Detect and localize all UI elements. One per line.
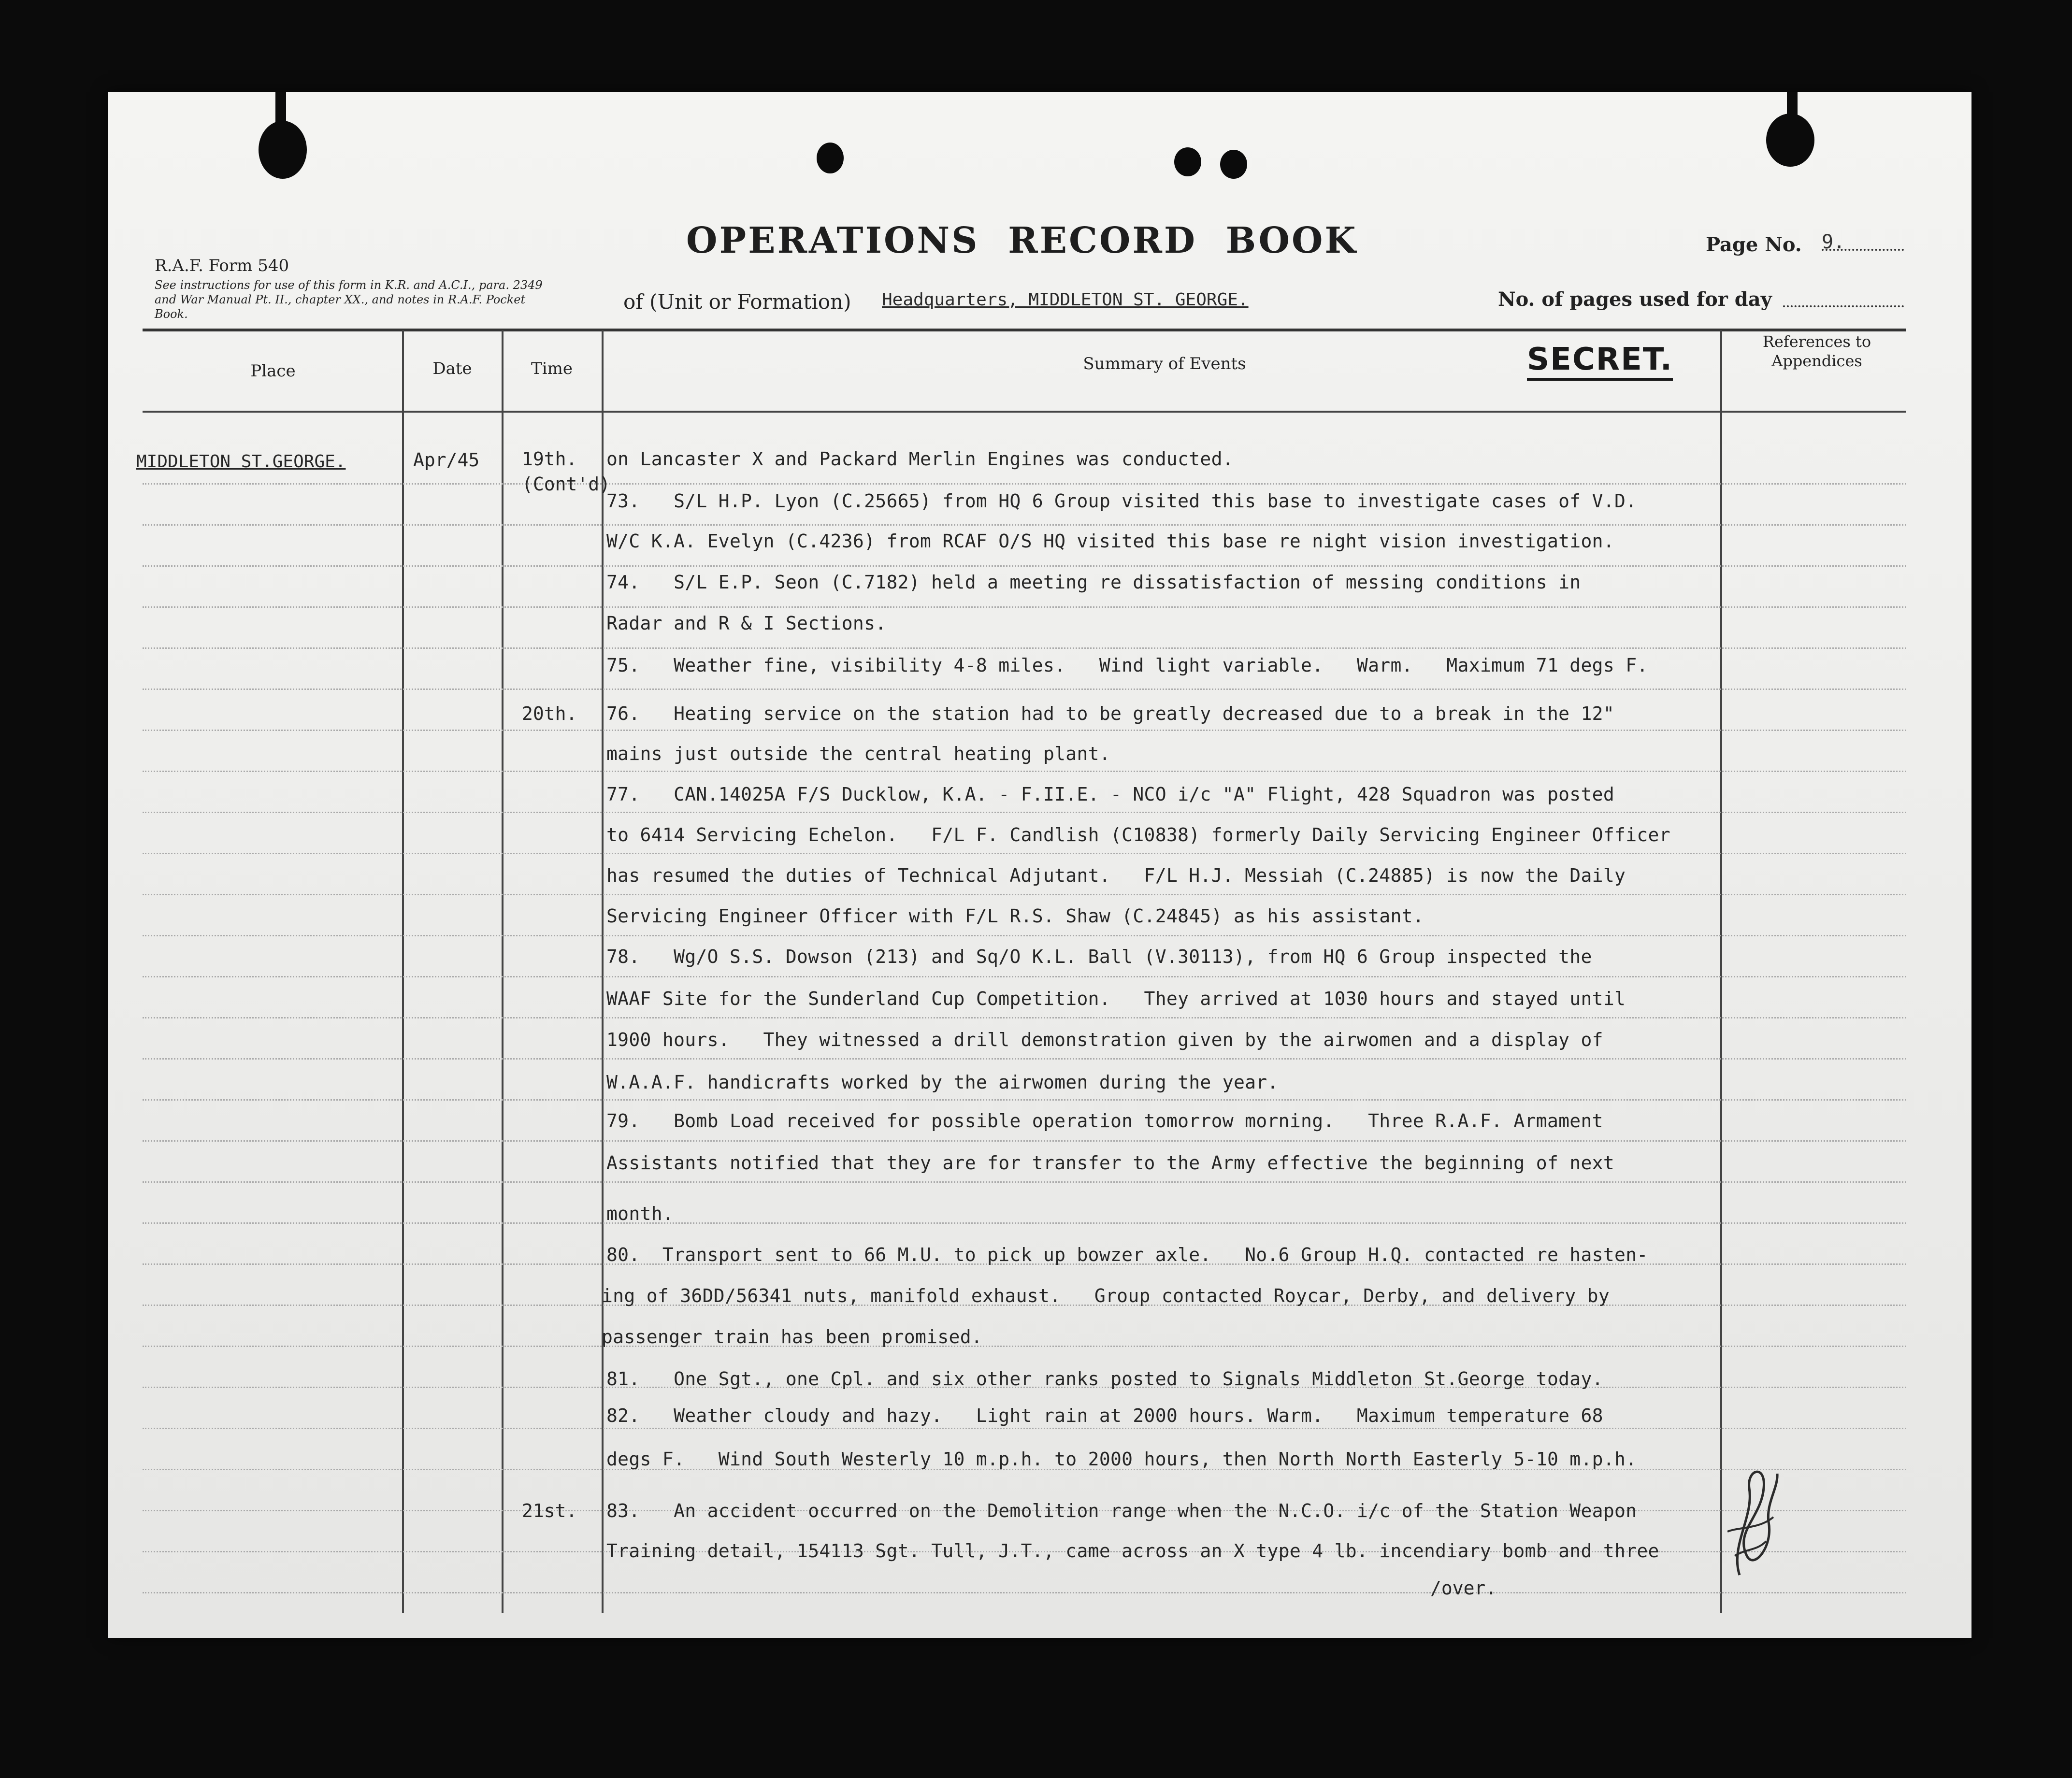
ruled-line [143,1017,1906,1018]
summary-line: 75. Weather fine, visibility 4-8 miles. Wind light variable. Warm. Maximum 71 degs F. [606,655,1648,676]
ruled-line [143,935,1906,936]
summary-line: 80. Transport sent to 66 M.U. to pick up bowzer axle. No.6 Group H.Q. contacted re hasten- [606,1244,1648,1265]
column-header-time: Time [531,359,573,378]
page-number-value: 9. [1822,231,1845,253]
summary-line: W.A.A.F. handicrafts worked by the airwomen during the year. [606,1072,1279,1093]
form-number: R.A.F. Form 540 [155,256,289,275]
ruled-line [143,1140,1906,1142]
ruled-line [143,483,1906,485]
ruled-line [143,1222,1906,1224]
column-header-date: Date [432,359,472,378]
summary-line: has resumed the duties of Technical Adjutant. F/L H.J. Messiah (C.24885) is now the Daily [606,865,1626,886]
summary-line: Servicing Engineer Officer with F/L R.S. Shaw (C.24845) as his assistant. [606,905,1424,927]
ruled-line [143,565,1906,567]
summary-line: 76. Heating service on the station had to be greatly decreased due to a break in the 12" [606,703,1615,724]
ruled-line [143,1428,1906,1429]
page-number-label: Page No. [1706,233,1802,256]
summary-line: degs F. Wind South Westerly 10 m.p.h. to 2000 hours, then North North Easterly 5-10 m.p.h. [606,1448,1637,1470]
punch-hole-1 [817,143,844,173]
pages-used-field [1783,305,1904,307]
divider-place-date [402,330,404,1613]
summary-line: Assistants notified that they are for transfer to the Army effective the beginning of next [606,1152,1615,1174]
summary-line: Training detail, 154113 Sgt. Tull, J.T., came across an X type 4 lb. incendiary bomb and three [606,1540,1659,1562]
punch-hole-3 [1220,150,1247,179]
ruled-line [143,647,1906,649]
ruled-line [143,894,1906,895]
place-entry: MIDDLETON ST.GEORGE. [136,452,346,472]
ruled-line [143,812,1906,813]
summary-line: 73. S/L H.P. Lyon (C.25665) from HQ 6 Group visited this base to investigate cases of V.D. [606,490,1637,512]
ruled-line [143,688,1906,690]
summary-line: ing of 36DD/56341 nuts, manifold exhaust. Group contacted Roycar, Derby, and delivery by [602,1285,1610,1306]
continued-marker: /over. [1430,1577,1497,1599]
binder-tab-right [1787,92,1798,126]
unit-label: of (Unit or Formation) [623,290,851,314]
time-entry-19th: 19th. [522,448,577,470]
summary-line: mains just outside the central heating plant. [606,743,1111,764]
ruled-line [143,771,1906,772]
ruled-line [143,853,1906,854]
summary-line: 78. Wg/O S.S. Dowson (213) and Sq/O K.L. Ball (V.30113), from HQ 6 Group inspected the [606,946,1592,967]
summary-line: 81. One Sgt., one Cpl. and six other ranks posted to Signals Middleton St.George today. [606,1368,1603,1390]
divider-time-summary [602,330,604,1613]
summary-line: month. [606,1203,674,1224]
date-entry: Apr/45 [413,449,480,471]
time-entry-20th: 20th. [522,703,577,724]
page-title: OPERATIONS RECORD BOOK [686,220,1358,261]
column-header-summary: Summary of Events [1083,354,1246,373]
ruled-line [143,1592,1906,1593]
summary-line: 82. Weather cloudy and hazy. Light rain at 2000 hours. Warm. Maximum temperature 68 [606,1405,1603,1426]
summary-line: 77. CAN.14025A F/S Ducklow, K.A. - F.II.E. - NCO i/c "A" Flight, 428 Squadron was posted [606,784,1615,805]
ruled-line [143,1346,1906,1347]
summary-line: Radar and R & I Sections. [606,613,887,634]
ruled-line [143,606,1906,608]
ruled-line [143,1099,1906,1101]
binder-tab-left [275,92,286,135]
column-header-place: Place [250,361,296,381]
time-entry-21st: 21st. [522,1500,577,1521]
ruled-line [143,730,1906,731]
punch-hole-2 [1174,147,1201,176]
time-entry-contd: (Cont'd) [522,473,611,495]
ruled-line [143,1058,1906,1060]
summary-line: 83. An accident occurred on the Demolition range when the N.C.O. i/c of the Station Weapon [606,1500,1637,1521]
unit-value: Headquarters, MIDDLETON ST. GEORGE. [882,290,1249,310]
divider-summary-refs [1720,330,1722,1613]
summary-line: on Lancaster X and Packard Merlin Engines was conducted. [606,448,1234,470]
ruled-line [143,1181,1906,1183]
summary-line: to 6414 Servicing Echelon. F/L F. Candlish (C10838) formerly Daily Servicing Engineer Officer [606,824,1670,846]
summary-line: 1900 hours. They witnessed a drill demonstration given by the airwomen and a display of [606,1029,1603,1050]
summary-line: passenger train has been promised. [602,1326,983,1348]
divider-date-time [502,330,504,1613]
summary-line: W/C K.A. Evelyn (C.4236) from RCAF O/S HQ visited this base re night vision investigation. [606,531,1615,552]
pages-used-label: No. of pages used for day [1498,288,1772,311]
summary-line: 79. Bomb Load received for possible operation tomorrow morning. Three R.A.F. Armament [606,1110,1603,1132]
secret-stamp: SECRET. [1527,344,1673,381]
ruled-line [143,976,1906,977]
ruled-line [143,524,1906,526]
summary-line: 74. S/L E.P. Seon (C.7182) held a meeting re dissatisfaction of messing conditions in [606,572,1581,593]
summary-line: WAAF Site for the Sunderland Cup Competition. They arrived at 1030 hours and stayed until [606,988,1626,1009]
column-header-references: References to Appendices [1762,332,1871,370]
header-bottom-rule [143,411,1906,413]
signature [1720,1459,1783,1585]
header-top-rule [143,329,1906,331]
form-instructions: See instructions for use of this form in K.R. and A.C.I., para. 2349 and War Manual Pt. II., chapter XX., and notes in R.A.F. Pocket Book. [155,278,543,321]
